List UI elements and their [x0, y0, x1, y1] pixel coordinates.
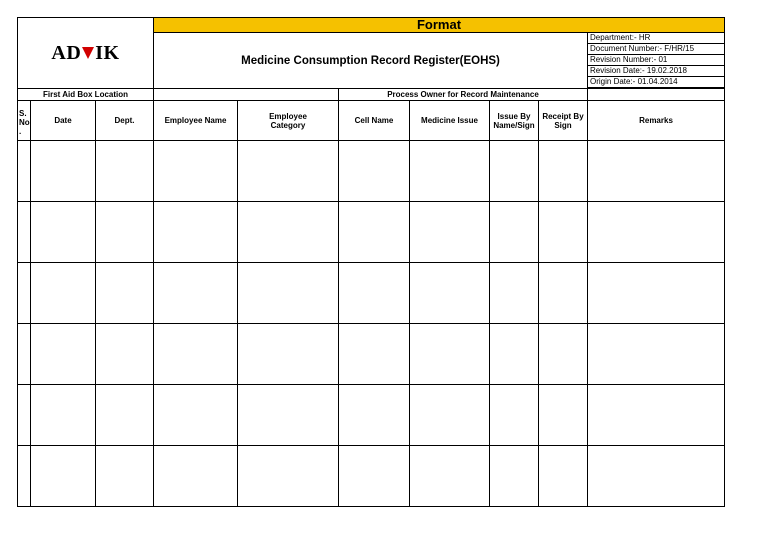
cell-medicine-issue[interactable] [410, 446, 490, 507]
col-remarks: Remarks [588, 101, 725, 141]
table-row [18, 385, 725, 446]
column-header-row [18, 101, 725, 141]
cell-medicine-issue[interactable] [410, 141, 490, 202]
document-title: Medicine Consumption Record Register(EOHS) [154, 33, 588, 89]
col-date: Date [31, 101, 96, 141]
process-owner-value[interactable] [588, 89, 725, 101]
cell-receipt-by[interactable] [539, 263, 588, 324]
cell-issue-by[interactable] [490, 202, 539, 263]
cell-dept[interactable] [96, 202, 154, 263]
revision-number-field: Revision Number:- 01 [588, 55, 725, 66]
cell-employee-category[interactable] [238, 141, 339, 202]
cell-employee-category[interactable] [238, 263, 339, 324]
cell-receipt-by[interactable] [539, 446, 588, 507]
origin-date-field: Origin Date:- 01.04.2014 [588, 77, 725, 88]
cell-sno[interactable] [18, 263, 31, 324]
medicine-record-form [17, 17, 724, 507]
cell-dept[interactable] [96, 263, 154, 324]
cell-medicine-issue[interactable] [410, 202, 490, 263]
cell-employee-category[interactable] [238, 324, 339, 385]
table-row [18, 263, 725, 324]
cell-receipt-by[interactable] [539, 385, 588, 446]
cell-sno[interactable] [18, 324, 31, 385]
advik-logo: AD IK [51, 41, 120, 64]
cell-cell-name[interactable] [339, 141, 410, 202]
record-table [17, 17, 725, 507]
cell-sno[interactable] [18, 141, 31, 202]
cell-dept[interactable] [96, 385, 154, 446]
department-field: Department:- HR [588, 33, 725, 44]
cell-sno[interactable] [18, 385, 31, 446]
cell-cell-name[interactable] [339, 263, 410, 324]
col-dept: Dept. [96, 101, 154, 141]
logo-cell [18, 18, 154, 89]
logo-triangle-icon [82, 47, 94, 59]
cell-remarks[interactable] [588, 263, 725, 324]
col-receipt-by: Receipt By Sign [539, 101, 588, 141]
cell-dept[interactable] [96, 324, 154, 385]
col-employee-name: Employee Name [154, 101, 238, 141]
col-cell-name: Cell Name [339, 101, 410, 141]
cell-dept[interactable] [96, 141, 154, 202]
cell-remarks[interactable] [588, 202, 725, 263]
cell-medicine-issue[interactable] [410, 263, 490, 324]
table-row [18, 446, 725, 507]
cell-cell-name[interactable] [339, 202, 410, 263]
cell-employee-name[interactable] [154, 446, 238, 507]
cell-cell-name[interactable] [339, 385, 410, 446]
cell-issue-by[interactable] [490, 385, 539, 446]
table-row [18, 141, 725, 202]
cell-remarks[interactable] [588, 446, 725, 507]
col-issue-by: Issue By Name/Sign [490, 101, 539, 141]
cell-dept[interactable] [96, 446, 154, 507]
format-banner: Format [154, 18, 725, 33]
cell-cell-name[interactable] [339, 324, 410, 385]
cell-medicine-issue[interactable] [410, 324, 490, 385]
cell-date[interactable] [31, 141, 96, 202]
cell-sno[interactable] [18, 202, 31, 263]
process-owner-label: Process Owner for Record Maintenance [339, 89, 588, 101]
col-medicine-issue: Medicine Issue [410, 101, 490, 141]
cell-date[interactable] [31, 263, 96, 324]
cell-date[interactable] [31, 202, 96, 263]
cell-employee-category[interactable] [238, 385, 339, 446]
first-aid-location-label: First Aid Box Location [18, 89, 154, 101]
cell-employee-category[interactable] [238, 446, 339, 507]
cell-issue-by[interactable] [490, 324, 539, 385]
cell-date[interactable] [31, 385, 96, 446]
cell-date[interactable] [31, 324, 96, 385]
cell-receipt-by[interactable] [539, 141, 588, 202]
document-number-field: Document Number:- F/HR/15 [588, 44, 725, 55]
cell-employee-category[interactable] [238, 202, 339, 263]
col-sno: S. No . [18, 101, 31, 141]
cell-remarks[interactable] [588, 385, 725, 446]
col-employee-category: Employee Category [238, 101, 339, 141]
cell-employee-name[interactable] [154, 141, 238, 202]
cell-date[interactable] [31, 446, 96, 507]
cell-employee-name[interactable] [154, 324, 238, 385]
cell-receipt-by[interactable] [539, 202, 588, 263]
revision-date-field: Revision Date:- 19.02.2018 [588, 66, 725, 77]
cell-medicine-issue[interactable] [410, 385, 490, 446]
table-row [18, 202, 725, 263]
table-row [18, 324, 725, 385]
cell-issue-by[interactable] [490, 141, 539, 202]
first-aid-location-value[interactable] [154, 89, 339, 101]
cell-issue-by[interactable] [490, 263, 539, 324]
cell-employee-name[interactable] [154, 202, 238, 263]
cell-remarks[interactable] [588, 324, 725, 385]
cell-receipt-by[interactable] [539, 324, 588, 385]
cell-cell-name[interactable] [339, 446, 410, 507]
cell-employee-name[interactable] [154, 263, 238, 324]
cell-sno[interactable] [18, 446, 31, 507]
cell-remarks[interactable] [588, 141, 725, 202]
cell-issue-by[interactable] [490, 446, 539, 507]
cell-employee-name[interactable] [154, 385, 238, 446]
